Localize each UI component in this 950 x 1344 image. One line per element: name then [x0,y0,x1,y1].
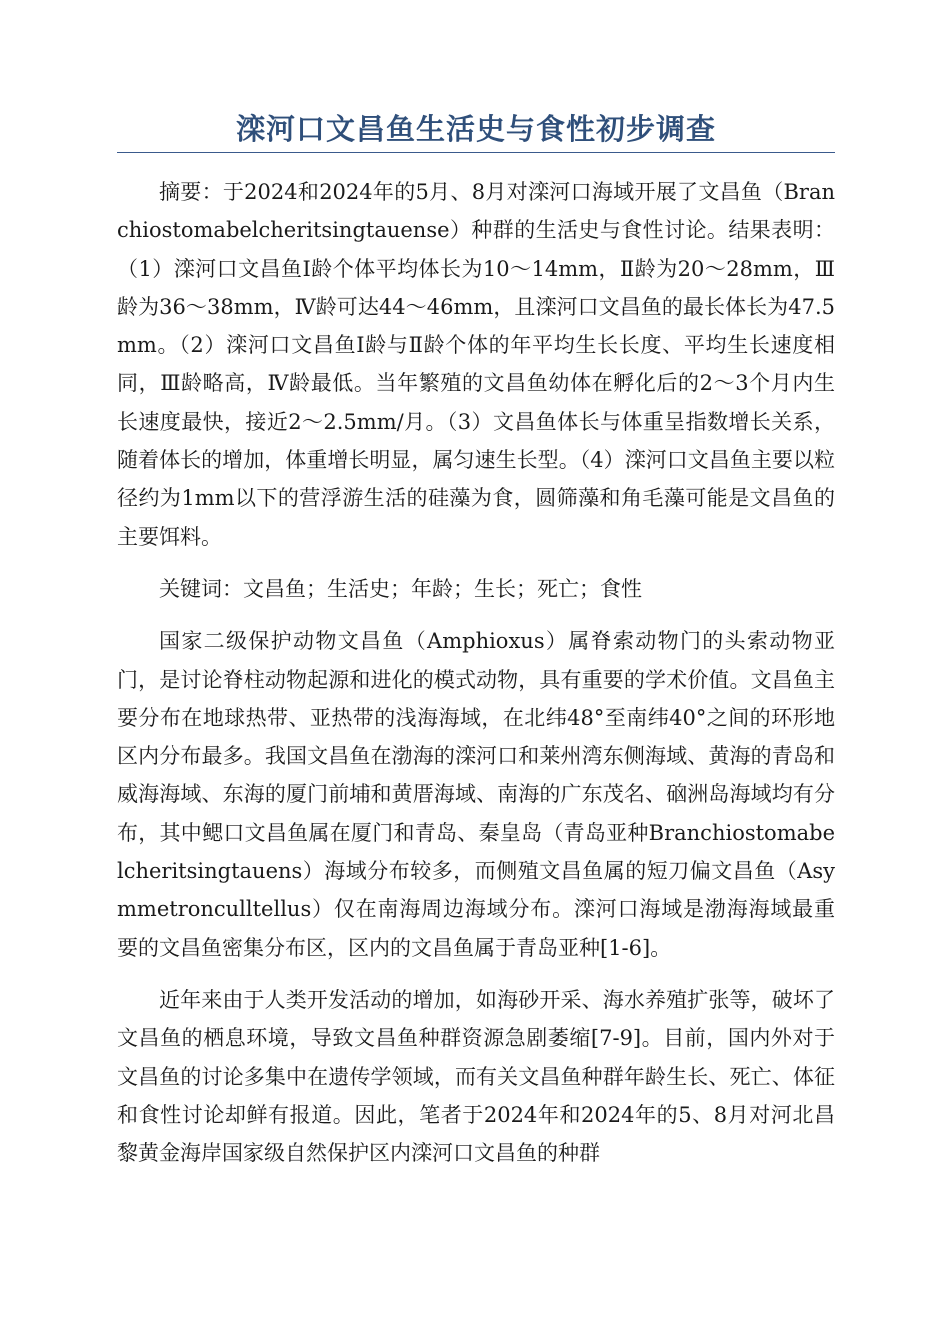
abstract-paragraph: 摘要：于2024和2024年的5月、8月对滦河口海域开展了文昌鱼（Branchiostomabelcheritsingtauense）种群的生活史与食性讨论。结果表明：（1）滦河口文昌鱼Ⅰ龄个体平均体长为10～14mm，Ⅱ龄为20～28mm，Ⅲ龄为36～38mm，Ⅳ龄可达44～46mm，且滦河口文昌鱼的最长体长为47.5mm。（2）滦河口文昌鱼Ⅰ龄与Ⅱ龄个体的年平均生长长度、平均生长速度相同，Ⅲ龄略高，Ⅳ龄最低。当年繁殖的文昌鱼幼体在孵化后的2～3个月内生长速度最快，接近2～2.5mm/月。（3）文昌鱼体长与体重呈指数增长关系，随着体长的增加，体重增长明显，属匀速生长型。（4）滦河口文昌鱼主要以粒径约为1mm以下的营浮游生活的硅藻为食，圆筛藻和角毛藻可能是文昌鱼的主要饵料。 [117,180,835,549]
intro-paragraph-1: 国家二级保护动物文昌鱼（Amphioxus）属脊索动物门的头索动物亚门，是讨论脊柱动物起源和进化的模式动物，具有重要的学术价值。文昌鱼主要分布在地球热带、亚热带的浅海海域，在北纬48°至南纬40°之间的环形地区内分布最多。我国文昌鱼在渤海的滦河口和莱州湾东侧海域、黄海的青岛和威海海域、东海的厦门前埔和黄厝海域、南海的广东茂名、硇洲岛海域均有分布，其中鳃口文昌鱼属在厦门和青岛、秦皇岛（青岛亚种Branchiostomabelcheritsingtauens）海域分布较多，而侧殖文昌鱼属的短刀偏文昌鱼（Asymmetronculltellus）仅在南海周边海域分布。滦河口海域是渤海海域最重要的文昌鱼密集分布区，区内的文昌鱼属于青岛亚种[1-6]。 [117,629,835,960]
keywords-paragraph: 关键词：文昌鱼；生活史；年龄；生长；死亡；食性 [159,576,642,601]
document-title: 滦河口文昌鱼生活史与食性初步调查 [117,108,835,153]
intro-paragraph-2: 近年来由于人类开发活动的增加，如海砂开采、海水养殖扩张等，破坏了文昌鱼的栖息环境，导致文昌鱼种群资源急剧萎缩[7-9]。目前，国内外对于文昌鱼的讨论多集中在遗传学领域，而有关文昌鱼种群年龄生长、死亡、体征和食性讨论却鲜有报道。因此，笔者于2024年和2024年的5、8月对河北昌黎黄金海岸国家级自然保护区内滦河口文昌鱼的种群 [117,987,835,1166]
document-page [117,108,835,1172]
